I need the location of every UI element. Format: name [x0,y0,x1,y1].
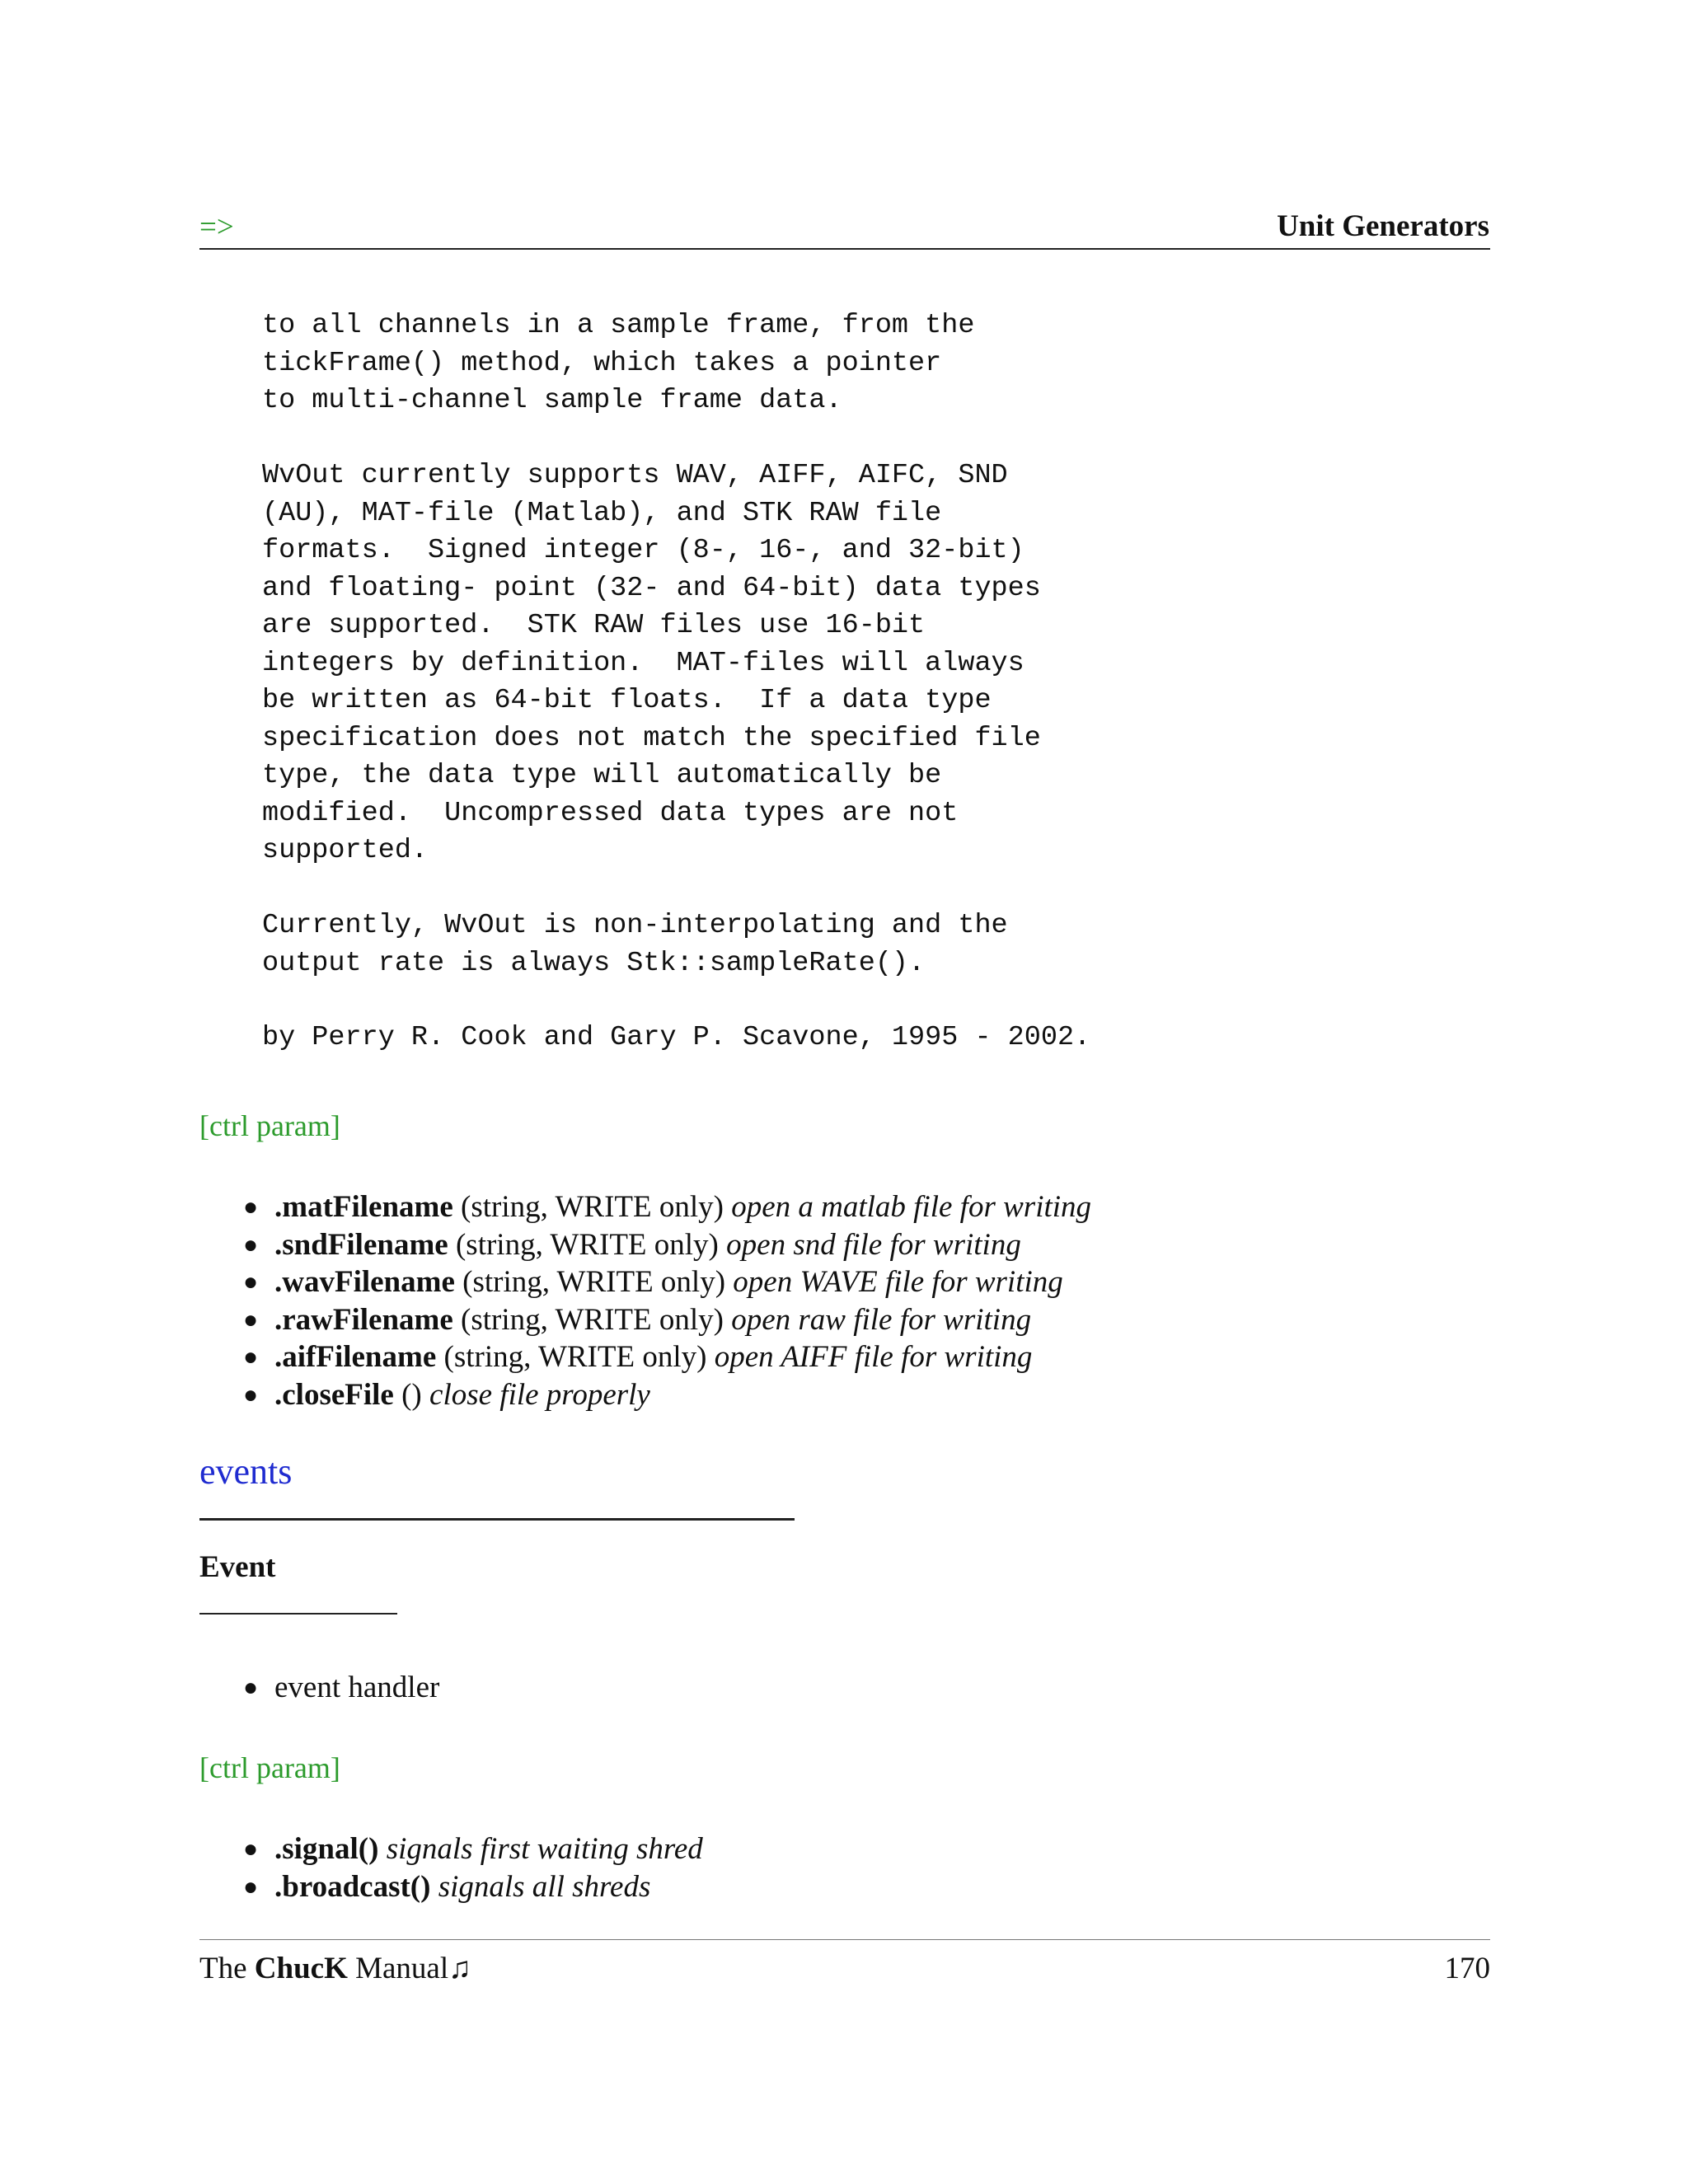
bullet: ● [243,1305,259,1333]
param-name: .aifFilename [274,1340,437,1374]
param-signature: () [393,1377,430,1412]
param-signature: (string, WRITE only) [454,1265,734,1299]
header-chuck-operator: => [199,210,234,244]
list-item [199,1376,1091,1414]
bullet: ● [243,1268,259,1296]
param-description: open a matlab file for writing [731,1190,1092,1224]
list-item [199,1669,439,1707]
list-item [199,1830,703,1868]
param-name: .matFilename [274,1190,453,1224]
bullet: ● [243,1193,259,1221]
ctrl-param-label: [ctrl param] [199,1751,340,1784]
param-signature: (string, WRITE only) [452,1190,732,1224]
code-line: and floating- point (32- and 64-bit) data types [262,572,1041,604]
bullet: ● [243,1674,259,1701]
code-line: specification does not match the specified file [262,722,1041,754]
code-line: are supported. STK RAW files use 16-bit [262,610,926,641]
param-description: signals first waiting shred [386,1832,703,1866]
code-line: (AU), MAT-file (Matlab), and STK RAW file [262,497,942,529]
list-item [199,1226,1091,1264]
list-item [199,1301,1091,1339]
param-name: .sndFilename [274,1227,448,1262]
event-param-list [199,1830,703,1905]
footer-brand: ChucK [254,1952,348,1985]
bullet: ● [243,1835,259,1863]
header-rule [199,248,1490,250]
bullet: ● [243,1343,259,1371]
footer-title [199,1951,471,1986]
code-line: formats. Signed integer (8-, 16-, and 32-bit) [262,535,1025,566]
param-description: signals all shreds [438,1869,651,1904]
code-line: to all channels in a sample frame, from the [262,310,975,341]
code-line: supported. [262,835,429,866]
code-line: be written as 64-bit floats. If a data type [262,685,992,716]
list-item [199,1263,1091,1301]
param-description: open WAVE file for writing [733,1265,1063,1299]
header-chapter-title: Unit Generators [1277,209,1489,243]
param-description: open AIFF file for writing [714,1340,1033,1374]
bullet: ● [243,1872,259,1900]
bullet: ● [243,1230,259,1258]
footer-prefix: The [199,1952,255,1985]
bullet: ● [243,1380,259,1408]
wvout-param-list [199,1188,1091,1413]
param-name: .signal() [274,1832,379,1866]
music-note-icon: ♫ [448,1952,471,1985]
code-line: type, the data type will automatically be [262,760,942,791]
description-text: event handler [274,1671,440,1704]
param-description: open raw file for writing [731,1302,1032,1337]
event-description-list [199,1669,439,1707]
param-name: .rawFilename [274,1302,453,1337]
param-signature: (string, WRITE only) [436,1340,715,1374]
param-name: .wavFilename [274,1265,455,1299]
list-item [199,1338,1091,1376]
footer-suffix: Manual [347,1952,449,1985]
code-line: output rate is always Stk::sampleRate(). [262,947,926,979]
section-title-events: events [199,1451,293,1492]
code-line: WvOut currently supports WAV, AIFF, AIFC, SND [262,460,1008,491]
list-item [199,1868,703,1906]
code-line: modified. Uncompressed data types are not [262,797,959,829]
section-rule [199,1518,795,1521]
param-description: open snd file for writing [726,1227,1021,1262]
code-line: tickFrame() method, which takes a pointer [262,347,942,379]
param-name: .closeFile [274,1377,394,1412]
code-line: integers by definition. MAT-files will always [262,647,1025,679]
subsection-rule [199,1613,397,1615]
code-line: to multi-channel sample frame data. [262,385,842,416]
page-number: 170 [1444,1952,1490,1985]
ctrl-param-label: [ctrl param] [199,1109,340,1142]
code-line: Currently, WvOut is non-interpolating and the [262,910,1008,941]
param-description: close file properly [429,1377,650,1412]
list-item [199,1188,1091,1226]
param-signature: (string, WRITE only) [452,1302,732,1337]
param-name: .broadcast() [274,1869,431,1904]
footer-rule [199,1939,1490,1940]
subsection-title-event: Event [199,1550,276,1584]
param-signature: (string, WRITE only) [448,1227,727,1262]
code-line: by Perry R. Cook and Gary P. Scavone, 1995 - 2002. [262,1022,1091,1053]
